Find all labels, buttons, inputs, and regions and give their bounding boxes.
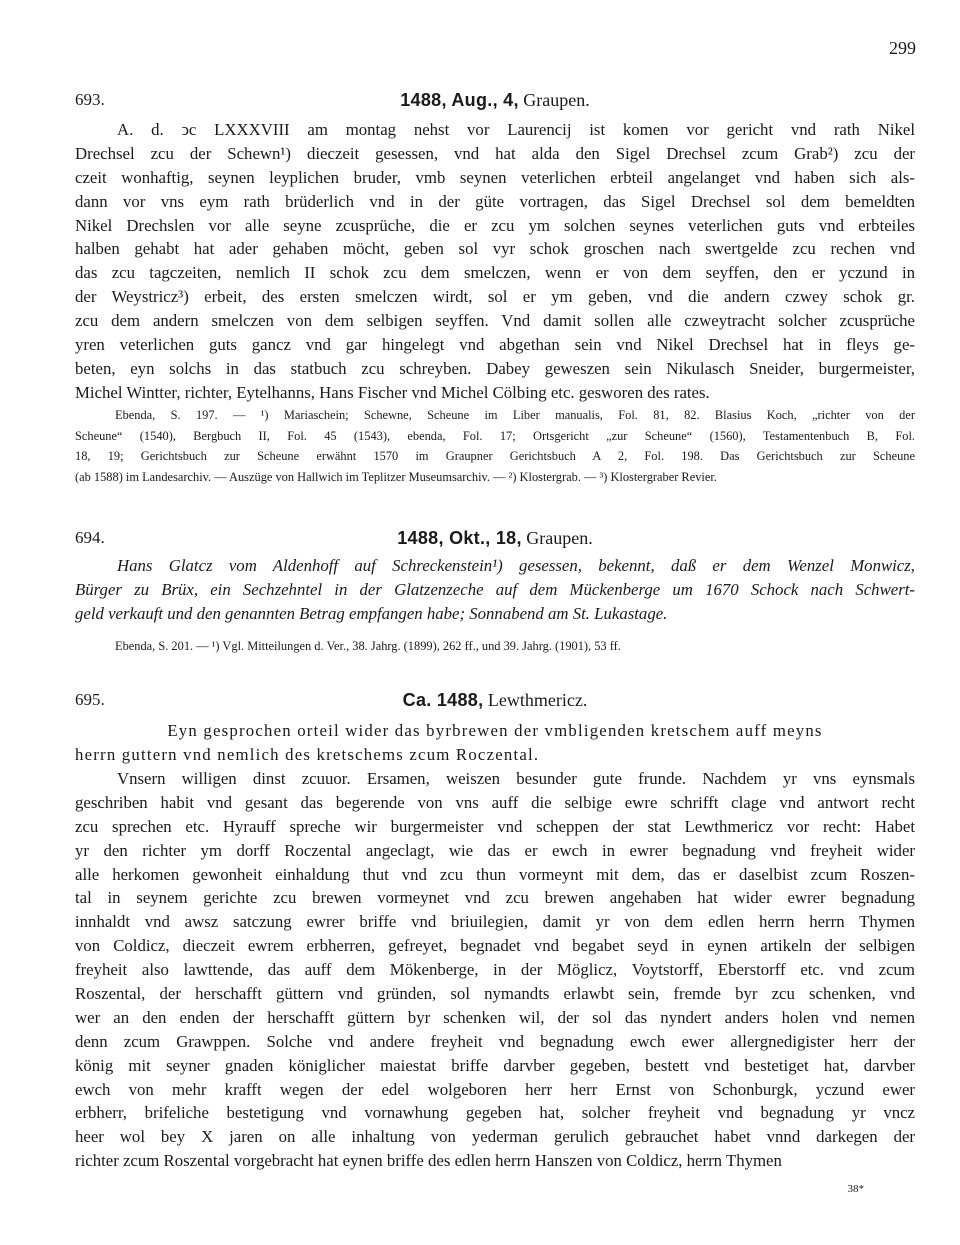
text-line: erbherr, brifeliche bestetigung vnd vornawhung gegeben hat, solcher freyheit vnd begnadung yr vncz <box>75 1103 915 1123</box>
text-line: Drechsel zcu der Schewn¹) dieczeit gesessen, vnd hat alda den Sigel Drechsel zcum Grab²) zcu der <box>75 143 915 163</box>
entry-footnote <box>75 405 915 487</box>
entry-date: 1488, Aug., 4, <box>400 90 519 110</box>
entry-number: 693. <box>75 90 105 109</box>
text-line: Roszental, der herschafft güttern vnd gründen, sol nymandts erlawbt sein, fremde byr zcu schenken, vnd <box>75 984 915 1004</box>
text-line: Bürger zu Brüx, ein Sechzehntel in der Glatzenzeche auf dem Mückenberge um 1670 Schock nach Schwert- <box>75 579 915 599</box>
entry-heading <box>75 719 915 767</box>
text-line: der Weystricz³) erbeit, des ersten smelczen wirdt, sol er ym geben, vnd die andern czwey schok gr. <box>75 287 915 307</box>
text-line: geld verkauft und den genannten Betrag empfangen habe; Sonnabend am St. Lukastage. <box>75 603 668 623</box>
entry-place: Graupen. <box>526 528 593 548</box>
entry-header <box>75 690 915 716</box>
text-line: Eyn gesprochen orteil wider das byrbrewen der vmbligenden kretschem auff meyns <box>167 721 823 740</box>
text-line: zcu sprechen etc. Hyrauff spreche wir burgermeister vnd scheppen der stat Lewthmericz vor recht: Habet <box>75 816 915 836</box>
text-line: freyheit also lawttende, das auff dem Mökenberge, in der Möglicz, Voytstorff, Eberstorff etc. vnd zcum <box>75 960 915 980</box>
entry-footnote <box>75 636 915 657</box>
text-line: beten, eyn solchs in das statbuch zcu schreyben. Dabey geweszen sein Nikulasch Sneider, burgermeister, <box>75 358 915 378</box>
text-line: czeit wonhaftig, seynen leyplichen bruder, vmb seynen veterlichen erbteil angelanget vnd haben sich als- <box>75 167 915 187</box>
text-line: 18, 19; Gerichtsbuch zur Scheune erwähnt 1570 im Graupner Gerichtsbuch A 2, Fol. 198. Das Gerichtsbuch zur Scheune <box>75 449 915 464</box>
text-line: tal in seynem gerichte zcu brewen vormeynet vnd zcu brewen angehaben hat wider ewrer begnadung <box>75 888 915 908</box>
entry-body <box>75 118 915 405</box>
entry-place: Graupen. <box>523 90 590 110</box>
entry-number: 694. <box>75 528 105 547</box>
entry-title <box>75 90 915 111</box>
text-line: Michel Wintter, richter, Eytelhanns, Hans Fischer vnd Michel Cölbing etc. gesworen des rates. <box>75 382 710 402</box>
text-line: Scheune“ (1540), Bergbuch II, Fol. 45 (1543), ebenda, Fol. 17; Ortsgericht „zur Scheune“ (1560), Testamentenbuch B, Fol. <box>75 428 915 443</box>
text-line: von Coldicz, dieczeit ewrem erbherren, gefreyet, begnadet vnd begabet seyd in eynen artikeln der selbigen <box>75 936 915 956</box>
text-line: yr den richter ym dorff Roczental angeclagt, wie das er ewch in ewrer begnadung vnd freyheit wider <box>75 840 915 860</box>
text-line: dann vor vns eym rath brüderlich vnd in der güte vortragen, das Sigel Drechsel sol dem bemeldten <box>75 191 915 211</box>
text-line: Ebenda, S. 201. — ¹) Vgl. Mitteilungen d. Ver., 38. Jahrg. (1899), 262 ff., und 39. Jahrg. (1901), 53 ff. <box>115 639 621 653</box>
text-line: alle herkomen gewonheit einhaldung thut vnd zcu thun vormeynt mit dem, das er daselbist zcum Roszen- <box>75 864 915 884</box>
text-line: innhaldt vnd awsz satczung ewrer briffe vnd briuilegien, damit yr von dem edlen herrn herrn Thymen <box>75 912 915 932</box>
entry-body <box>75 767 915 1173</box>
text-line: könig mit seyner gnaden königlicher maiestat briffe darvber gegeben, bestett vnd bestetiget hat, darvber <box>75 1055 915 1075</box>
text-line: halben gehabt hat ader gehaben möcht, geben sol vyr schok groschen nach swertgelde zcu rechen vnd <box>75 239 915 259</box>
entry-number: 695. <box>75 690 105 709</box>
text-line: richter zcum Roszental vorgebracht hat eynen briffe des edlen herrn Hanszen von Coldicz, herrn Thymen <box>75 1151 782 1171</box>
text-line: das zcu tagczeiten, nemlich II schok zcu dem smelczen, wenn er von dem seyffen, den er yczund in <box>75 263 915 283</box>
text-line: herrn guttern vnd nemlich des kretschems zcum Roczental. <box>75 744 540 764</box>
text-line: Vnsern willigen dinst zcuuor. Ersamen, weiszen besunder gute frunde. Nachdem yr vns eynsmals <box>117 769 915 788</box>
text-line: A. d. ↄc LXXXVIII am montag nehst vor Laurencij ist komen vor gericht vnd rath Nikel <box>117 120 915 139</box>
text-line: (ab 1588) im Landesarchiv. — Auszüge von Hallwich im Teplitzer Museumsarchiv. — ²) Klostergrab. — ³) Klostergraber Revier. <box>75 469 717 484</box>
text-line: zcu dem andern smelczen von dem selbigen seyffen. Vnd damit sollen alle czweytracht solcher zcusprüche <box>75 311 915 331</box>
entry-header <box>75 528 915 554</box>
text-line: heer wol bey X jaren on alle inhaltung von yederman gerulich gebrauchet habet vnnd darkegen der <box>75 1127 915 1147</box>
entry-title <box>75 690 915 711</box>
entry-date: Ca. 1488, <box>402 690 484 710</box>
text-line: geschriben habit vnd gesant das begerende von vns auff die selbige ewre schrifft clage vnd antwort recht <box>75 792 915 812</box>
text-line: Nikel Drechslen vor alle seyne zcusprüche, die er zcu ym solchen seynes veterlichen guts vnd erbteiles <box>75 215 915 235</box>
page-number: 299 <box>889 38 916 58</box>
entry-date: 1488, Okt., 18, <box>397 528 522 548</box>
entry-regest <box>75 554 915 626</box>
text-line: ewch von mehr krafft wegen der edel wolgeboren herr herr Ernst von Schonburgk, yczund ewer <box>75 1079 915 1099</box>
text-line: denn zcum Grawppen. Solche vnd andere freyheit vnd begnadung ewch ewer allergnedigister herr der <box>75 1031 915 1051</box>
text-line: wer an den enden der herschafft güttern byr schenken wil, der sol das nyndert anders holen vnd nemen <box>75 1007 915 1027</box>
text-line: Hans Glatcz vom Aldenhoff auf Schreckenstein¹) gesessen, bekennt, daß er dem Wenzel Monwicz, <box>117 556 915 575</box>
entry-title <box>75 528 915 549</box>
text-line: Ebenda, S. 197. — ¹) Mariaschein; Schewne, Scheune im Liber manualis, Fol. 81, 82. Blasius Koch, „richter von der <box>115 408 915 422</box>
signature-mark: 38* <box>847 1183 864 1195</box>
entry-header <box>75 90 915 116</box>
entry-place: Lewthmericz. <box>487 690 588 710</box>
text-line: yren veterlichen guts gancz vnd gar hingelegt vnd abgethan sein vnd Nikel Drechsel hat in fleys ge- <box>75 335 915 355</box>
